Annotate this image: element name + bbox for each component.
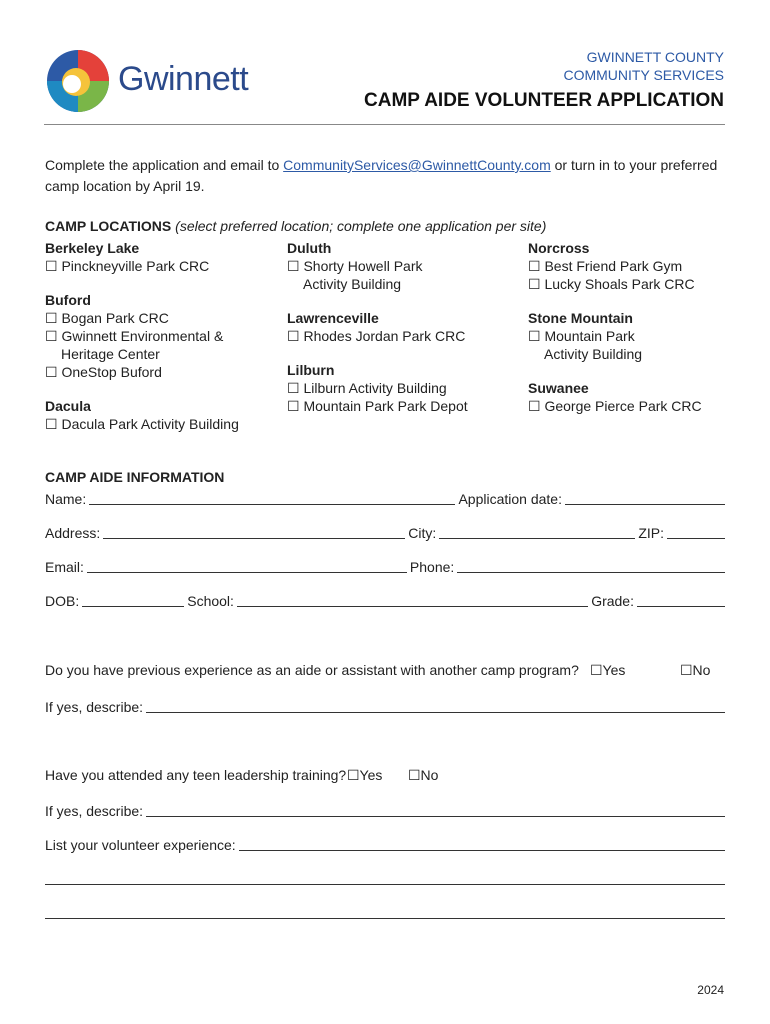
checkbox-icon[interactable]: ☐ bbox=[287, 398, 300, 414]
checkbox-icon[interactable]: ☐ bbox=[45, 364, 58, 380]
q1-describe-field[interactable] bbox=[146, 698, 725, 713]
email-label: Email: bbox=[45, 559, 84, 575]
address-field[interactable] bbox=[103, 524, 405, 539]
option-lilburn-activity[interactable] bbox=[287, 379, 468, 397]
address-label: Address: bbox=[45, 525, 101, 541]
checkbox-icon[interactable]: ☐ bbox=[528, 258, 541, 274]
locations-note: (select preferred location; complete one application per site) bbox=[175, 218, 547, 234]
option-label: Shorty Howell Park bbox=[303, 258, 423, 274]
option-label-cont: Activity Building bbox=[544, 346, 643, 362]
group-norcross: Norcross bbox=[528, 240, 590, 256]
option-label: Lucky Shoals Park CRC bbox=[544, 276, 695, 292]
locations-column-1 bbox=[45, 239, 239, 433]
gwinnett-logo bbox=[46, 48, 256, 114]
option-environmental-center[interactable] bbox=[45, 327, 239, 345]
option-onestop-buford[interactable] bbox=[45, 363, 239, 381]
option-label: Rhodes Jordan Park CRC bbox=[303, 328, 466, 344]
row-volunteer bbox=[45, 836, 725, 853]
q2-no-checkbox[interactable]: ☐No bbox=[408, 767, 439, 783]
header-block bbox=[364, 48, 724, 112]
option-shorty-howell[interactable] bbox=[287, 257, 468, 275]
volunteer-label: List your volunteer experience: bbox=[45, 837, 236, 853]
email-field[interactable] bbox=[87, 558, 407, 573]
checkbox-icon[interactable]: ☐ bbox=[287, 328, 300, 344]
row-name bbox=[45, 490, 725, 507]
q1-yes-checkbox[interactable]: ☐Yes bbox=[590, 662, 626, 678]
group-lilburn: Lilburn bbox=[287, 362, 335, 378]
option-bogan-park[interactable] bbox=[45, 309, 239, 327]
q2-yes-checkbox[interactable]: ☐Yes bbox=[347, 767, 383, 783]
option-label: Mountain Park Park Depot bbox=[303, 398, 468, 414]
group-duluth: Duluth bbox=[287, 240, 332, 256]
school-field[interactable] bbox=[237, 592, 588, 607]
name-label: Name: bbox=[45, 491, 87, 507]
option-george-pierce[interactable] bbox=[528, 397, 702, 415]
q1-no-checkbox[interactable]: ☐No bbox=[680, 662, 711, 678]
group-stone-mountain: Stone Mountain bbox=[528, 310, 633, 326]
option-rhodes-jordan[interactable] bbox=[287, 327, 468, 345]
footer-year: 2024 bbox=[697, 983, 724, 997]
name-field[interactable] bbox=[89, 490, 455, 505]
q2-describe-field[interactable] bbox=[146, 802, 725, 817]
email-link[interactable]: CommunityServices@GwinnettCounty.com bbox=[283, 157, 551, 173]
checkbox-icon[interactable]: ☐ bbox=[45, 310, 58, 326]
checkbox-icon[interactable]: ☐ bbox=[528, 398, 541, 414]
org-line-1: GWINNETT COUNTY bbox=[586, 49, 724, 65]
option-label: Lilburn Activity Building bbox=[303, 380, 447, 396]
describe-label: If yes, describe: bbox=[45, 699, 144, 715]
describe-label: If yes, describe: bbox=[45, 803, 144, 819]
option-best-friend[interactable] bbox=[528, 257, 702, 275]
volunteer-line-2[interactable] bbox=[45, 884, 725, 885]
locations-column-3 bbox=[528, 239, 702, 415]
city-field[interactable] bbox=[439, 524, 635, 539]
row-address bbox=[45, 524, 725, 541]
option-label: Best Friend Park Gym bbox=[544, 258, 683, 274]
zip-label: ZIP: bbox=[638, 525, 664, 541]
option-label-cont: Activity Building bbox=[303, 276, 402, 292]
row-q2-describe bbox=[45, 802, 725, 819]
group-lawrenceville: Lawrenceville bbox=[287, 310, 379, 326]
logo-wordmark: Gwinnett bbox=[118, 60, 249, 98]
dob-label: DOB: bbox=[45, 593, 80, 609]
checkbox-icon[interactable]: ☐ bbox=[287, 258, 300, 274]
grade-field[interactable] bbox=[637, 592, 725, 607]
checkbox-icon[interactable]: ☐ bbox=[528, 276, 541, 292]
locations-column-2 bbox=[287, 239, 468, 415]
option-label: OneStop Buford bbox=[61, 364, 162, 380]
checkbox-icon[interactable]: ☐ bbox=[45, 258, 58, 274]
logo-mark-icon bbox=[46, 48, 110, 114]
checkbox-icon[interactable]: ☐ bbox=[287, 380, 300, 396]
group-dacula: Dacula bbox=[45, 398, 91, 414]
camp-aide-info-heading: CAMP AIDE INFORMATION bbox=[45, 469, 225, 485]
school-label: School: bbox=[187, 593, 234, 609]
option-lucky-shoals[interactable] bbox=[528, 275, 702, 293]
page-title: CAMP AIDE VOLUNTEER APPLICATION bbox=[364, 90, 724, 111]
option-label: George Pierce Park CRC bbox=[544, 398, 702, 414]
app-date-field[interactable] bbox=[565, 490, 725, 505]
app-date-label: Application date: bbox=[458, 491, 562, 507]
volunteer-field[interactable] bbox=[239, 836, 725, 851]
intro-part-1: Complete the application and email to bbox=[45, 157, 284, 173]
group-buford: Buford bbox=[45, 292, 91, 308]
intro-text bbox=[45, 155, 735, 197]
phone-label: Phone: bbox=[409, 559, 455, 575]
option-label: Dacula Park Activity Building bbox=[61, 416, 239, 432]
group-berkeley-lake: Berkeley Lake bbox=[45, 240, 140, 256]
option-pinckneyville[interactable] bbox=[45, 257, 239, 275]
checkbox-icon[interactable]: ☐ bbox=[45, 416, 58, 432]
option-label: Pinckneyville Park CRC bbox=[61, 258, 210, 274]
question-leadership-training: Have you attended any teen leadership training? bbox=[45, 767, 347, 783]
row-email bbox=[45, 558, 725, 575]
locations-title: CAMP LOCATIONS bbox=[45, 218, 172, 234]
checkbox-icon[interactable]: ☐ bbox=[45, 328, 58, 344]
dob-field[interactable] bbox=[82, 592, 184, 607]
option-mountain-park[interactable] bbox=[528, 327, 702, 345]
option-dacula-park[interactable] bbox=[45, 415, 239, 433]
header-divider bbox=[44, 124, 725, 125]
org-line-2: COMMUNITY SERVICES bbox=[563, 67, 724, 83]
option-label: Mountain Park bbox=[544, 328, 635, 344]
option-label-cont: Heritage Center bbox=[61, 346, 160, 362]
camp-locations-heading bbox=[45, 218, 546, 234]
option-mountain-park-depot[interactable] bbox=[287, 397, 468, 415]
intro-part-2: or turn in to your preferred camp location by April 19. bbox=[45, 157, 718, 194]
city-label: City: bbox=[408, 525, 437, 541]
checkbox-icon[interactable]: ☐ bbox=[528, 328, 541, 344]
row-dob bbox=[45, 592, 725, 609]
option-label: Bogan Park CRC bbox=[61, 310, 169, 326]
volunteer-line-3[interactable] bbox=[45, 918, 725, 919]
phone-field[interactable] bbox=[457, 558, 725, 573]
question-prior-experience: Do you have previous experience as an aide or assistant with another camp program? bbox=[45, 662, 579, 678]
zip-field[interactable] bbox=[667, 524, 725, 539]
row-q1-describe bbox=[45, 698, 725, 715]
grade-label: Grade: bbox=[591, 593, 634, 609]
group-suwanee: Suwanee bbox=[528, 380, 589, 396]
option-label: Gwinnett Environmental & bbox=[61, 328, 224, 344]
